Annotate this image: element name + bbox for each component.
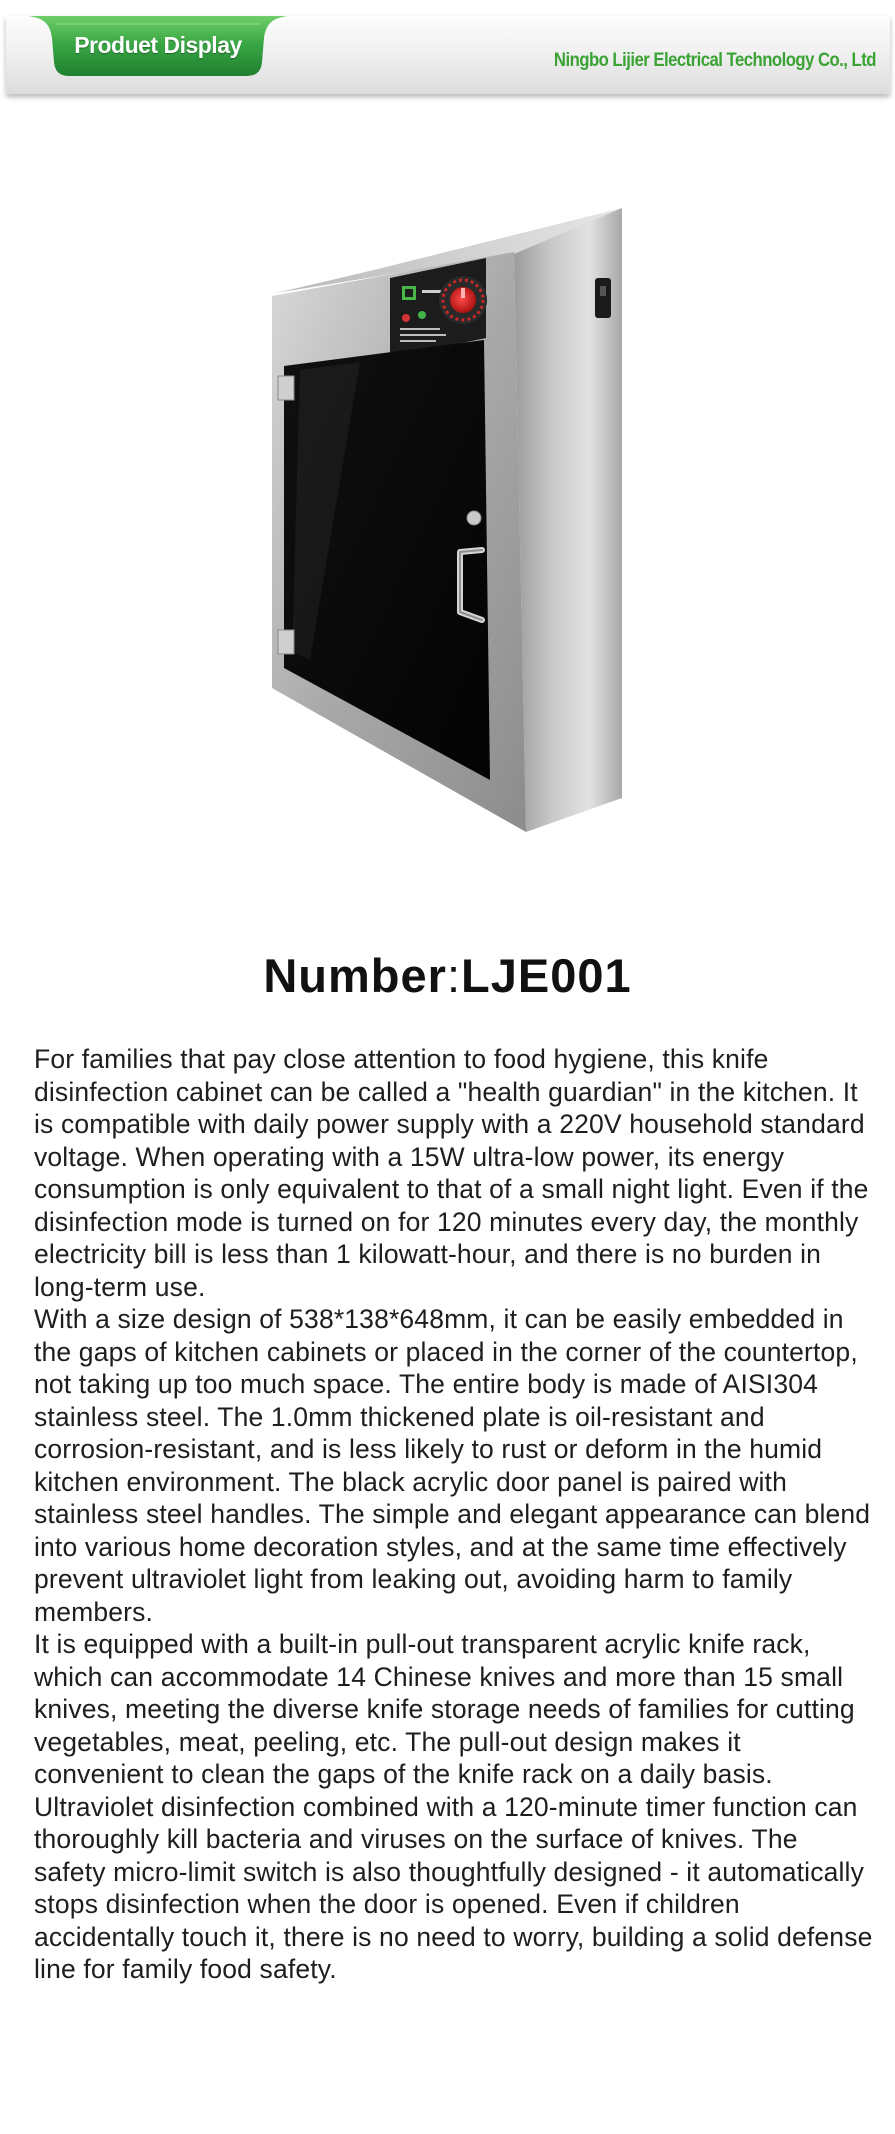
product-number-title <box>0 948 895 1003</box>
description-paragraph: With a size design of 538*138*648mm, it can be easily embedded in the gaps of kitchen cabinets or placed in the corner of the countertop, not taking up too much space. The entire body is made of AISI304 stainless steel. The 1.0mm thickened plate is oil-resistant and corrosion-resistant, and is less likely to rust or deform in the humid kitchen environment. The black acrylic door panel is paired with stainless steel handles. The simple and elegant appearance can blend into various home decoration styles, and at the same time effectively prevent ultraviolet light from leaking out, avoiding harm to family members. <box>34 1304 871 1627</box>
description-paragraph: For families that pay close attention to food hygiene, this knife disinfection cabinet can be called a "health guardian" in the kitchen. It is compatible with daily power supply with a 220V household standard voltage. When operating with a 15W ultra-low power, its energy consumption is only equivalent to that of a small night light. Even if the disinfection mode is turned on for 120 minutes every day, the monthly electricity bill is less than 1 kilowatt-hour, and there is no burden in long-term use. <box>34 1044 869 1302</box>
description-paragraph: It is equipped with a built-in pull-out transparent acrylic knife rack, which can accommodate 14 Chinese knives and more than 15 small knives, meeting the diverse knife storage needs of families for cutting vegetables, meat, peeling, etc. The pull-out design makes it convenient to clean the gaps of the knife rack on a daily basis. Ultraviolet disinfection combined with a 120-minute timer function can thoroughly kill bacteria and viruses on the surface of knives. The safety micro-limit switch is also thoughtfully designed - it automatically stops disinfection when the door is opened. Even if children accidentally touch it, there is no need to worry, building a solid defense line for family food safety. <box>34 1629 873 1984</box>
product-display-tab <box>28 16 288 78</box>
product-description <box>34 1043 874 1986</box>
tab-title: Produet Display <box>74 32 242 58</box>
company-name: Ningbo Lijier Electrical Technology Co., Ltd <box>553 50 876 71</box>
header-banner <box>6 16 890 94</box>
number-label: Number <box>263 949 447 1002</box>
number-separator: : <box>446 949 462 1002</box>
number-value: LJE001 <box>461 949 632 1002</box>
knife-cabinet-image <box>250 200 650 850</box>
